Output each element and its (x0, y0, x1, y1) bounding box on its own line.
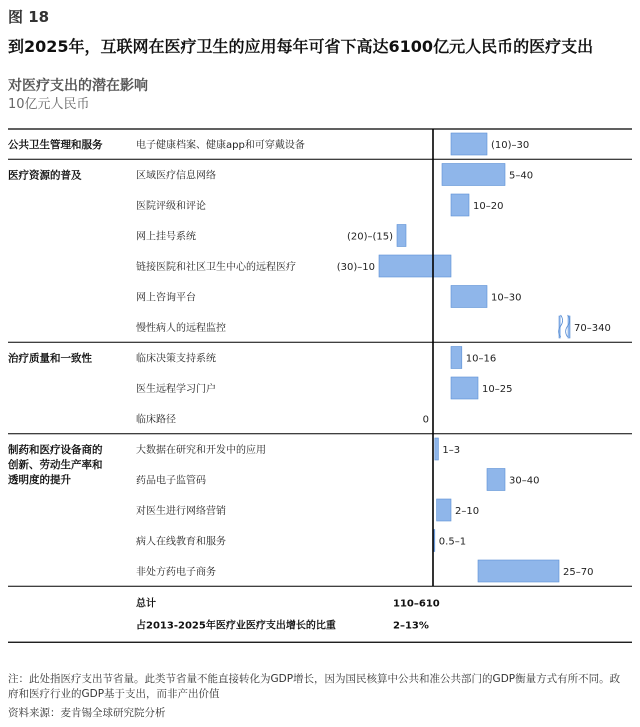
range-bar (397, 225, 406, 247)
range-bar (437, 499, 451, 521)
item-label: 大数据在研究和开发中的应用 (136, 445, 266, 456)
range-bar (435, 438, 439, 460)
value-label: 5–40 (509, 170, 534, 182)
group-label: 制药和医疗设备商的 (8, 444, 103, 456)
item-label: 网上挂号系统 (136, 231, 196, 243)
value-label: 10–25 (482, 384, 513, 395)
value-label: 10–30 (491, 292, 522, 304)
value-label: 70–340 (574, 323, 611, 334)
value-label: (30)–10 (336, 262, 375, 273)
range-bar (451, 377, 478, 399)
item-label: 链接医院和社区卫生中心的远程医疗 (136, 262, 296, 273)
group-label: 治疗质量和一致性 (8, 352, 92, 365)
value-label: 1–3 (442, 445, 461, 456)
item-label: 医生远程学习门户 (136, 384, 216, 395)
value-label: 30–40 (509, 475, 540, 487)
group-label: 创新、劳动生产率和 (8, 459, 103, 471)
item-label: 药品电子监管码 (136, 475, 206, 487)
range-bar (487, 469, 505, 491)
group-label: 透明度的提升 (8, 474, 71, 486)
range-bar (442, 164, 505, 186)
item-label: 对医生进行网络营销 (136, 506, 226, 517)
group-label: 医疗资源的普及 (8, 169, 82, 182)
item-label: 非处方药电子商务 (136, 567, 216, 578)
group-label: 公共卫生管理和服务 (8, 139, 103, 151)
range-bar (434, 530, 435, 552)
item-label: 慢性病人的远程监控 (136, 323, 226, 334)
total-value: 110–610 (393, 598, 440, 610)
item-label: 区域医疗信息网络 (136, 170, 216, 182)
range-bar (451, 286, 487, 308)
item-label: 临床决策支持系统 (136, 353, 216, 365)
value-label: 25–70 (563, 567, 594, 578)
item-label: 医院评级和评论 (136, 201, 206, 212)
item-label: 临床路径 (136, 414, 176, 426)
value-label: 0.5–1 (438, 536, 467, 548)
value-label: 2–10 (455, 506, 480, 517)
range-bar (451, 133, 487, 155)
value-label: 0 (422, 414, 429, 426)
source-note: 资料来源：麦肯锡全球研究院分析 (8, 707, 166, 719)
figure-label: 图 18 (8, 8, 50, 26)
value-label: (10)–30 (491, 140, 530, 151)
value-label: (20)–(15) (346, 231, 393, 243)
chart-subtitle: 对医疗支出的潜在影响 (8, 78, 148, 94)
total-value: 2–13% (393, 620, 429, 632)
item-label: 病人在线教育和服务 (136, 536, 226, 548)
value-label: 10–16 (465, 353, 497, 365)
range-bar (451, 347, 462, 369)
range-bar (379, 255, 451, 277)
value-label: 10–20 (473, 201, 504, 212)
chart-headline: 到2025年，互联网在医疗卫生的应用每年可省下高达6100亿元人民币的医疗支出 (8, 37, 594, 56)
item-label: 电子健康档案、健康app和可穿戴设备 (136, 140, 305, 151)
item-label: 网上咨询平台 (136, 292, 196, 304)
unit-label: 10亿元人民币 (8, 97, 90, 112)
total-label: 占2013-2025年医疗业医疗支出增长的比重 (136, 620, 336, 632)
range-bar (451, 194, 469, 216)
footnote: 注：此处指医疗支出节省量。此类节省量不能直接转化为GDP增长，因为国民核算中公共和准公共部门的GDP衡量方式有所不同。政府和医疗行业的GDP基于支出，而非产出价值 (8, 673, 621, 700)
total-label: 总计 (136, 598, 156, 610)
range-bar (478, 560, 559, 582)
